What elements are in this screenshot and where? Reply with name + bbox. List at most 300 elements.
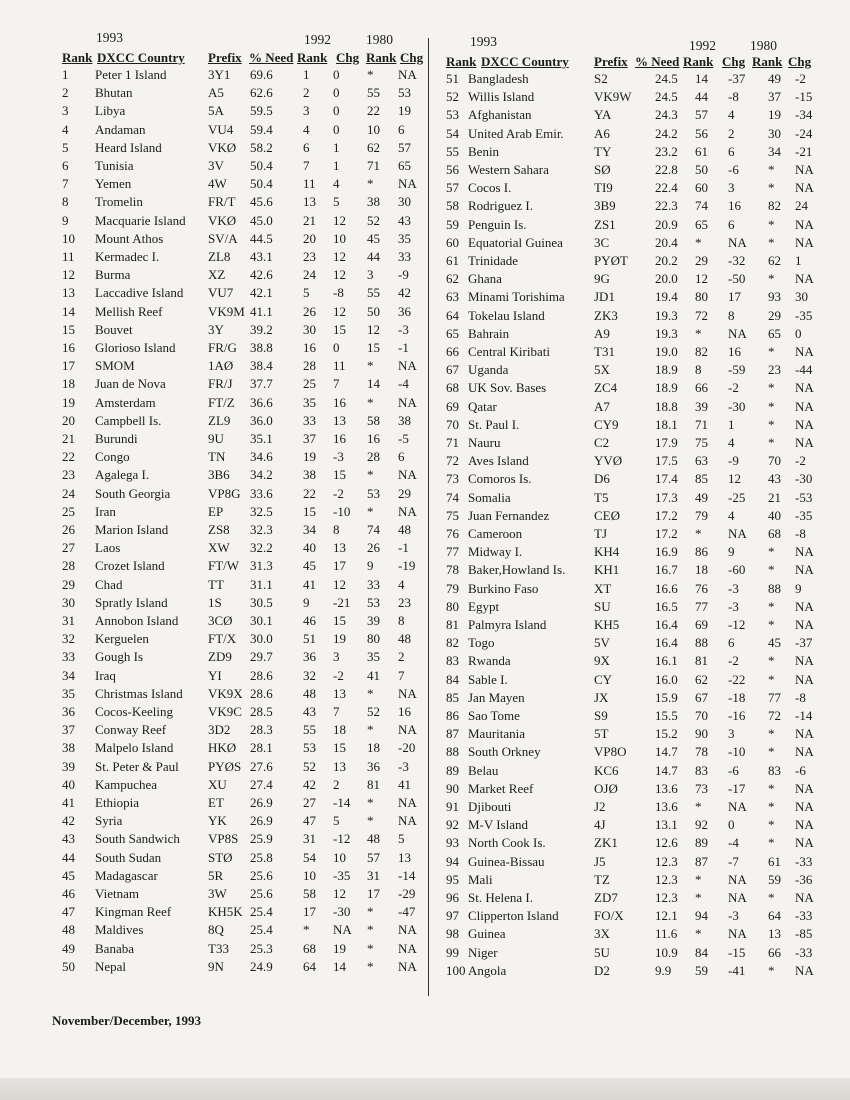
need-cell: 25.6 [250, 867, 273, 883]
prefix-cell: KH5 [594, 617, 620, 632]
rank-cell: 28 [62, 558, 75, 574]
prefix-cell: VK9C [208, 704, 242, 719]
need-cell: 13.1 [655, 817, 678, 833]
chg-1980-cell: 6 [398, 121, 405, 137]
prefix-cell: CEØ [594, 507, 620, 523]
chg-1992-cell: -2 [333, 667, 344, 683]
rank-1992-cell: 82 [695, 344, 708, 359]
chg-1980-cell: 6 [398, 449, 405, 465]
chg-1980-cell: NA [795, 416, 814, 432]
country-cell: Tunisia [95, 158, 134, 173]
country-cell: Palmyra Island [468, 617, 547, 632]
chg-1980-cell: -30 [795, 471, 813, 487]
rank-cell: 80 [446, 598, 459, 614]
table-row [0, 380, 850, 398]
chg-1992-cell: -12 [333, 831, 351, 847]
rank-1992-cell: 64 [303, 958, 316, 974]
rank-cell: 58 [446, 198, 459, 214]
chg-1992-cell: -10 [333, 503, 351, 519]
country-cell: Belau [468, 762, 499, 778]
rank-1992-cell: * [695, 926, 702, 942]
rank-cell: 53 [446, 107, 459, 123]
rank-cell: 26 [62, 522, 75, 537]
rank-1992-cell: 26 [303, 303, 316, 319]
rank-cell: 51 [446, 71, 459, 86]
rank-cell: 47 [62, 904, 75, 920]
chg-1992-cell: 0 [728, 817, 735, 833]
need-cell: 28.3 [250, 722, 273, 738]
prefix-cell: 9G [594, 271, 610, 287]
rank-1980-cell: 23 [768, 362, 781, 378]
table-row [0, 617, 850, 635]
rank-1980-cell: 12 [367, 321, 380, 337]
prefix-cell: YI [208, 667, 222, 683]
need-cell: 16.1 [655, 653, 678, 669]
need-cell: 11.6 [655, 926, 678, 942]
chg-1992-cell: -2 [728, 653, 739, 669]
chg-1980-cell: -8 [795, 526, 806, 541]
country-cell: Sao Tome [468, 708, 520, 723]
need-cell: 41.1 [250, 303, 273, 319]
prefix-cell: J2 [594, 799, 606, 814]
rank-cell: 61 [446, 253, 459, 268]
rank-1992-cell: 56 [695, 125, 708, 141]
chg-1992-cell: 0 [333, 85, 340, 101]
chg-1992-cell: 11 [333, 358, 346, 374]
chg-1980-cell: NA [398, 394, 417, 410]
chg-1992-cell: -35 [333, 867, 351, 883]
need-cell: 24.9 [250, 958, 273, 974]
prefix-cell: 3C [594, 234, 610, 250]
table-row [0, 599, 850, 617]
chg-1992-cell: 13 [333, 758, 346, 774]
chg-1980-cell: 0 [795, 325, 802, 341]
prefix-cell: SV/A [208, 230, 238, 246]
chg-1992-cell: -22 [728, 671, 746, 687]
need-cell: 34.6 [250, 449, 273, 465]
rank-cell: 5 [62, 139, 69, 155]
rank-cell: 74 [446, 489, 459, 505]
need-cell: 15.5 [655, 708, 678, 723]
rank-1992-cell: 55 [303, 722, 316, 738]
prefix-cell: TZ [594, 871, 610, 887]
rank-1992-cell: 90 [695, 726, 708, 742]
prefix-cell: STØ [208, 849, 233, 865]
rank-cell: 41 [62, 795, 75, 810]
rank-cell: 68 [446, 380, 459, 396]
chg-1980-cell: NA [795, 216, 814, 232]
rank-cell: 90 [446, 780, 459, 796]
chg-1992-cell: 19 [333, 631, 346, 647]
chg-1992-cell: -50 [728, 271, 746, 287]
prefix-cell: KH1 [594, 562, 620, 578]
chg-1992-cell: 3 [728, 726, 735, 742]
rank-1992-cell: 9 [303, 594, 310, 610]
header-rank-1992: Rank [297, 50, 328, 65]
country-cell: Ghana [468, 271, 502, 287]
chg-1980-cell: 41 [398, 776, 411, 792]
chg-1992-cell: 12 [333, 303, 346, 319]
rank-cell: 29 [62, 576, 75, 592]
country-cell: Maldives [95, 922, 144, 938]
rank-1992-cell: 75 [695, 435, 708, 450]
prefix-cell: C2 [594, 435, 610, 450]
rank-1992-cell: 69 [695, 617, 708, 632]
rank-cell: 11 [62, 249, 75, 264]
chg-1980-cell: NA [398, 685, 417, 701]
prefix-cell: 3Y1 [208, 67, 231, 82]
need-cell: 27.4 [250, 776, 273, 792]
rank-1992-cell: 65 [695, 216, 708, 232]
prefix-cell: FR/G [208, 340, 237, 355]
country-cell: Mellish Reef [95, 303, 163, 319]
chg-1980-cell: NA [795, 817, 814, 833]
table-row [0, 107, 850, 125]
need-cell: 36.0 [250, 412, 273, 428]
need-cell: 16.9 [655, 544, 678, 560]
rank-1992-cell: 73 [695, 780, 708, 796]
country-cell: Banaba [95, 940, 134, 956]
prefix-cell: 4W [208, 176, 227, 192]
rank-cell: 3 [62, 103, 69, 119]
chg-1980-cell: NA [795, 653, 814, 669]
chg-1992-cell: NA [728, 926, 747, 942]
rank-1992-cell: 70 [695, 708, 708, 723]
table-row [0, 872, 850, 890]
rank-1980-cell: * [367, 176, 374, 192]
rank-1992-cell: 16 [303, 340, 316, 355]
rank-cell: 8 [62, 194, 69, 210]
prefix-cell: TJ [594, 526, 607, 541]
rank-cell: 86 [446, 708, 459, 723]
chg-1992-cell: -4 [728, 835, 739, 851]
rank-cell: 43 [62, 831, 75, 847]
chg-1992-cell: 5 [333, 194, 340, 210]
chg-1992-cell: 16 [333, 431, 346, 446]
rank-1992-cell: 57 [695, 107, 708, 123]
rank-1980-cell: 93 [768, 289, 781, 305]
rank-1980-cell: 81 [367, 776, 380, 792]
chg-1980-cell: 5 [398, 831, 405, 847]
chg-1992-cell: 18 [333, 722, 346, 738]
chg-1992-cell: -3 [728, 598, 739, 614]
country-cell: Cameroon [468, 526, 523, 541]
need-cell: 19.3 [655, 325, 678, 341]
table-row [0, 126, 850, 144]
need-cell: 45.6 [250, 194, 273, 210]
rank-cell: 69 [446, 398, 459, 414]
left-year-1980: 1980 [366, 32, 393, 47]
rank-cell: 65 [446, 325, 459, 341]
prefix-cell: YA [594, 107, 612, 123]
rank-cell: 6 [62, 158, 69, 173]
rank-cell: 87 [446, 726, 459, 742]
chg-1980-cell: 2 [398, 649, 405, 665]
rank-cell: 10 [62, 230, 75, 246]
rank-1992-cell: 53 [303, 740, 316, 756]
rank-cell: 39 [62, 758, 75, 774]
chg-1992-cell: 0 [333, 103, 340, 119]
country-cell: Ethiopia [95, 795, 140, 810]
chg-1980-cell: NA [398, 922, 417, 938]
need-cell: 31.3 [250, 558, 273, 574]
prefix-cell: TN [208, 449, 226, 465]
country-cell: Penguin Is. [468, 216, 527, 232]
need-cell: 44.5 [250, 230, 273, 246]
prefix-cell: SØ [594, 162, 611, 177]
header-chg-1992: Chg [722, 54, 746, 69]
rank-1980-cell: * [768, 671, 775, 687]
chg-1992-cell: -15 [728, 944, 746, 960]
table-row [0, 326, 850, 344]
need-cell: 27.6 [250, 758, 273, 774]
need-cell: 24.5 [655, 89, 678, 105]
table-row [0, 945, 850, 963]
rank-1992-cell: 58 [303, 886, 316, 901]
chg-1992-cell: -2 [333, 485, 344, 501]
need-cell: 20.2 [655, 253, 678, 268]
rank-1980-cell: * [768, 835, 775, 851]
chg-1992-cell: 13 [333, 412, 346, 428]
chg-1992-cell: -17 [728, 780, 746, 796]
chg-1992-cell: -60 [728, 562, 746, 578]
rank-cell: 37 [62, 722, 75, 738]
table-row [0, 89, 850, 107]
table-row [0, 253, 850, 271]
chg-1980-cell: 4 [398, 576, 405, 592]
chg-1980-cell: 1 [795, 253, 802, 268]
prefix-cell: XU [208, 776, 227, 792]
chg-1992-cell: 3 [333, 649, 340, 665]
rank-1992-cell: 37 [303, 431, 316, 446]
rank-1980-cell: 44 [367, 249, 380, 264]
rank-1992-cell: 81 [695, 653, 708, 669]
chg-1980-cell: NA [795, 380, 814, 396]
rank-1980-cell: 3 [367, 267, 374, 283]
need-cell: 12.3 [655, 853, 678, 869]
chg-1980-cell: 36 [398, 303, 411, 319]
country-cell: Malpelo Island [95, 740, 174, 756]
prefix-cell: 9N [208, 958, 224, 974]
need-cell: 26.9 [250, 795, 273, 810]
rank-1980-cell: 55 [367, 285, 380, 301]
chg-1992-cell: 12 [333, 249, 346, 264]
chg-1980-cell: 30 [795, 289, 808, 305]
rank-1992-cell: 19 [303, 449, 316, 465]
rank-cell: 55 [446, 143, 459, 159]
rank-1980-cell: 45 [367, 230, 380, 246]
prefix-cell: ZL8 [208, 249, 231, 264]
chg-1992-cell: 12 [333, 886, 346, 901]
rank-1992-cell: 22 [303, 485, 316, 501]
rank-1980-cell: 38 [367, 194, 380, 210]
rank-1992-cell: * [303, 922, 310, 938]
rank-1980-cell: 43 [768, 471, 781, 487]
chg-1992-cell: NA [728, 799, 747, 814]
rank-1992-cell: * [695, 325, 702, 341]
rank-1980-cell: 39 [367, 613, 380, 628]
need-cell: 28.1 [250, 740, 273, 756]
country-cell: Uganda [468, 362, 509, 378]
prefix-cell: HKØ [208, 740, 237, 756]
need-cell: 18.9 [655, 362, 678, 378]
rank-cell: 7 [62, 176, 69, 192]
chg-1992-cell: -9 [728, 453, 739, 469]
country-cell: Christmas Island [95, 685, 183, 701]
need-cell: 50.4 [250, 158, 273, 173]
chg-1992-cell: 8 [728, 307, 735, 323]
country-cell: United Arab Emir. [468, 125, 564, 141]
chg-1980-cell: -1 [398, 340, 409, 355]
rank-cell: 100 [446, 962, 466, 978]
need-cell: 12.1 [655, 908, 678, 924]
chg-1980-cell: -14 [398, 867, 416, 883]
country-cell: South Orkney [468, 744, 541, 760]
need-cell: 32.5 [250, 503, 273, 519]
prefix-cell: VU4 [208, 121, 234, 137]
chg-1980-cell: NA [795, 398, 814, 414]
need-cell: 37.7 [250, 376, 273, 392]
need-cell: 25.4 [250, 922, 273, 938]
country-cell: Annobon Island [95, 613, 179, 628]
prefix-cell: KH5K [208, 904, 243, 920]
need-cell: 25.8 [250, 849, 273, 865]
rank-cell: 35 [62, 685, 75, 701]
chg-1992-cell: 10 [333, 230, 346, 246]
country-cell: Jan Mayen [468, 689, 525, 705]
rank-1992-cell: 86 [695, 544, 708, 560]
chg-1980-cell: NA [795, 562, 814, 578]
need-cell: 36.6 [250, 394, 273, 410]
need-cell: 14.7 [655, 762, 678, 778]
rank-1980-cell: 45 [768, 635, 781, 651]
need-cell: 15.9 [655, 689, 678, 705]
rank-1980-cell: 77 [768, 689, 781, 705]
rank-1992-cell: 72 [695, 307, 708, 323]
rank-1992-cell: 28 [303, 358, 316, 374]
chg-1980-cell: 19 [398, 103, 411, 119]
table-row [0, 653, 850, 671]
country-cell: Benin [468, 143, 500, 159]
need-cell: 30.5 [250, 594, 273, 610]
need-cell: 29.7 [250, 649, 273, 665]
prefix-cell: ZK3 [594, 307, 618, 323]
rank-cell: 64 [446, 307, 459, 323]
chg-1980-cell: NA [795, 180, 814, 196]
country-cell: Niger [468, 944, 498, 960]
need-cell: 22.4 [655, 180, 678, 196]
country-cell: Egypt [468, 598, 500, 614]
chg-1992-cell: 16 [333, 394, 346, 410]
chg-1980-cell: -21 [795, 143, 813, 159]
country-cell: Crozet Island [95, 558, 165, 574]
country-cell: Kerguelen [95, 631, 149, 647]
rank-cell: 52 [446, 89, 459, 105]
need-cell: 16.5 [655, 598, 678, 614]
prefix-cell: VP8O [594, 744, 627, 760]
rank-1992-cell: * [695, 871, 702, 887]
country-cell: Vietnam [95, 886, 139, 901]
rank-1980-cell: * [768, 598, 775, 614]
rank-1980-cell: * [768, 416, 775, 432]
rank-1992-cell: 39 [695, 398, 708, 414]
chg-1980-cell: NA [795, 726, 814, 742]
need-cell: 16.4 [655, 635, 678, 651]
rank-1992-cell: * [695, 799, 702, 814]
rank-1980-cell: 18 [367, 740, 380, 756]
prefix-cell: FR/T [208, 194, 236, 210]
header-rank-1980: Rank [752, 54, 783, 69]
table-row [0, 854, 850, 872]
rank-1980-cell: * [768, 271, 775, 287]
need-cell: 16.0 [655, 671, 678, 687]
need-cell: 16.6 [655, 580, 678, 596]
need-cell: 28.6 [250, 685, 273, 701]
need-cell: 17.9 [655, 435, 678, 450]
rank-1980-cell: 71 [367, 158, 380, 173]
chg-1992-cell: -2 [728, 380, 739, 396]
prefix-cell: FT/X [208, 631, 237, 647]
prefix-cell: TI9 [594, 180, 613, 196]
rank-1980-cell: * [367, 722, 374, 738]
rank-1992-cell: 13 [303, 194, 316, 210]
chg-1980-cell: -35 [795, 307, 813, 323]
rank-cell: 14 [62, 303, 75, 319]
rank-1992-cell: 27 [303, 795, 316, 810]
chg-1980-cell: 42 [398, 285, 411, 301]
prefix-cell: VP8S [208, 831, 239, 847]
rank-1980-cell: * [367, 958, 374, 974]
rank-cell: 73 [446, 471, 459, 487]
rank-1980-cell: 74 [367, 522, 380, 537]
rank-1992-cell: 51 [303, 631, 316, 647]
rank-cell: 31 [62, 613, 75, 628]
rank-1992-cell: 23 [303, 249, 316, 264]
need-cell: 59.4 [250, 121, 273, 137]
rank-1992-cell: 49 [695, 489, 708, 505]
country-cell: Clipperton Island [468, 908, 559, 924]
chg-1980-cell: -14 [795, 708, 813, 723]
prefix-cell: D2 [594, 962, 610, 978]
chg-1980-cell: -8 [795, 689, 806, 705]
rank-cell: 91 [446, 799, 459, 814]
rank-1980-cell: * [768, 617, 775, 632]
need-cell: 9.9 [655, 962, 672, 978]
rank-cell: 19 [62, 394, 75, 410]
rank-1980-cell: * [367, 685, 374, 701]
chg-1992-cell: -3 [728, 908, 739, 924]
need-cell: 17.5 [655, 453, 678, 469]
rank-1980-cell: 17 [367, 886, 380, 901]
chg-1980-cell: -33 [795, 853, 813, 869]
table-row [0, 635, 850, 653]
country-cell: Campbell Is. [95, 412, 162, 428]
chg-1992-cell: 4 [728, 435, 735, 450]
rank-cell: 82 [446, 635, 459, 651]
rank-1980-cell: 52 [367, 212, 380, 228]
chg-1992-cell: 7 [333, 704, 340, 719]
need-cell: 43.1 [250, 249, 273, 264]
need-cell: 17.3 [655, 489, 678, 505]
rank-1980-cell: 80 [367, 631, 380, 647]
rank-1992-cell: 84 [695, 944, 708, 960]
rank-1980-cell: * [768, 234, 775, 250]
rank-1980-cell: 59 [768, 871, 781, 887]
rank-1980-cell: * [367, 813, 374, 829]
prefix-cell: KC6 [594, 762, 619, 778]
rank-1992-cell: * [695, 526, 702, 541]
chg-1992-cell: 8 [333, 522, 340, 537]
